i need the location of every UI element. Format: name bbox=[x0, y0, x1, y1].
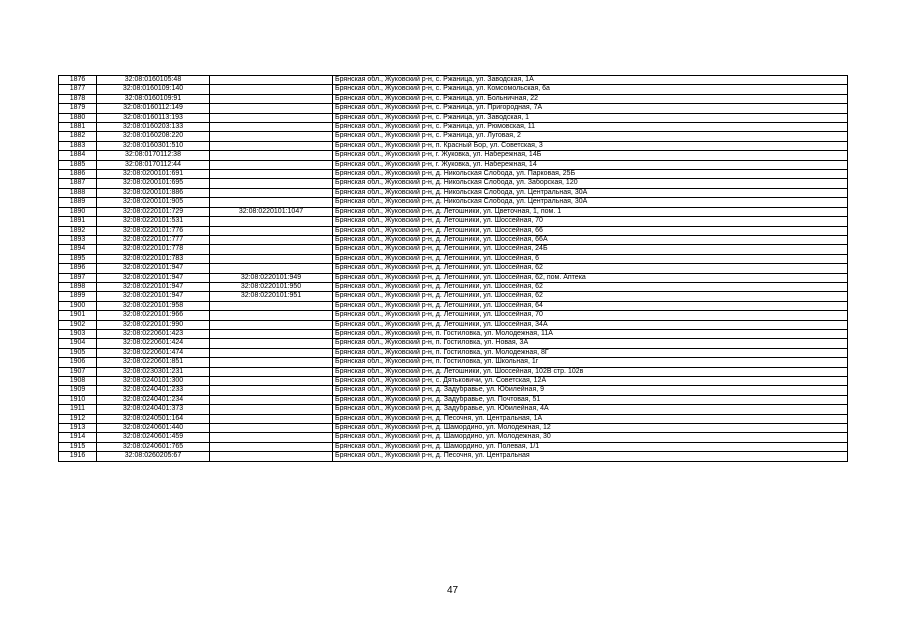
secondary-cadastral-number-cell bbox=[210, 254, 333, 263]
row-number-cell: 1896 bbox=[59, 264, 97, 273]
cadastral-number-cell: 32:08:0220101:777 bbox=[97, 235, 210, 244]
secondary-cadastral-number-cell bbox=[210, 94, 333, 103]
secondary-cadastral-number-cell bbox=[210, 235, 333, 244]
table-row bbox=[59, 282, 848, 291]
cadastral-number-cell: 32:08:0160203:133 bbox=[97, 123, 210, 132]
table-row bbox=[59, 452, 848, 461]
table-row bbox=[59, 245, 848, 254]
cadastral-number-cell: 32:08:0220101:947 bbox=[97, 273, 210, 282]
secondary-cadastral-number-cell bbox=[210, 170, 333, 179]
address-cell: Брянская обл., Жуковский р-н, п. Красный Бор, ул. Советская, 3 bbox=[333, 141, 848, 150]
cadastral-number-cell: 32:08:0160105:48 bbox=[97, 76, 210, 85]
row-number-cell: 1895 bbox=[59, 254, 97, 263]
row-number-cell: 1888 bbox=[59, 188, 97, 197]
cadastral-number-cell: 32:08:0170112:44 bbox=[97, 160, 210, 169]
row-number-cell: 1901 bbox=[59, 311, 97, 320]
cadastral-number-cell: 32:08:0220101:947 bbox=[97, 264, 210, 273]
secondary-cadastral-number-cell bbox=[210, 358, 333, 367]
address-cell: Брянская обл., Жуковский р-н, д. Летошники, ул. Шоссейная, 70 bbox=[333, 311, 848, 320]
address-cell: Брянская обл., Жуковский р-н, д. Летошники, ул. Цветочная, 1, пом. 1 bbox=[333, 207, 848, 216]
cadastral-number-cell: 32:08:0240401:234 bbox=[97, 395, 210, 404]
address-cell: Брянская обл., Жуковский р-н, п. Гостиловка, ул. Новая, 3А bbox=[333, 339, 848, 348]
cadastral-number-cell: 32:08:0200101:691 bbox=[97, 170, 210, 179]
secondary-cadastral-number-cell bbox=[210, 104, 333, 113]
address-cell: Брянская обл., Жуковский р-н, г. Жуковка, ул. Набережная, 14Б bbox=[333, 151, 848, 160]
table-row bbox=[59, 301, 848, 310]
secondary-cadastral-number-cell bbox=[210, 452, 333, 461]
address-cell: Брянская обл., Жуковский р-н, д. Никольская Слобода, ул. Центральная, 30А bbox=[333, 188, 848, 197]
secondary-cadastral-number-cell bbox=[210, 367, 333, 376]
cadastral-number-cell: 32:08:0220101:776 bbox=[97, 226, 210, 235]
row-number-cell: 1915 bbox=[59, 442, 97, 451]
table-row bbox=[59, 151, 848, 160]
row-number-cell: 1912 bbox=[59, 414, 97, 423]
secondary-cadastral-number-cell: 32:08:0220101:949 bbox=[210, 273, 333, 282]
row-number-cell: 1893 bbox=[59, 235, 97, 244]
address-cell: Брянская обл., Жуковский р-н, п. Гостиловка, ул. Молодежная, 11А bbox=[333, 329, 848, 338]
cadastral-number-cell: 32:08:0240501:164 bbox=[97, 414, 210, 423]
address-cell: Брянская обл., Жуковский р-н, д. Летошники, ул. Шоссейная, 66 bbox=[333, 226, 848, 235]
cadastral-number-cell: 32:08:0220101:947 bbox=[97, 282, 210, 291]
row-number-cell: 1879 bbox=[59, 104, 97, 113]
address-cell: Брянская обл., Жуковский р-н, п. Гостиловка, ул. Школьная, 1г bbox=[333, 358, 848, 367]
table-row bbox=[59, 85, 848, 94]
table-row bbox=[59, 254, 848, 263]
row-number-cell: 1907 bbox=[59, 367, 97, 376]
table-row bbox=[59, 198, 848, 207]
cadastral-number-cell: 32:08:0220101:531 bbox=[97, 217, 210, 226]
secondary-cadastral-number-cell bbox=[210, 179, 333, 188]
row-number-cell: 1883 bbox=[59, 141, 97, 150]
cadastral-number-cell: 32:08:0220101:958 bbox=[97, 301, 210, 310]
table-row bbox=[59, 217, 848, 226]
secondary-cadastral-number-cell bbox=[210, 301, 333, 310]
address-cell: Брянская обл., Жуковский р-н, д. Песочня, ул. Центральная bbox=[333, 452, 848, 461]
table-row bbox=[59, 358, 848, 367]
address-cell: Брянская обл., Жуковский р-н, с. Ржаница, ул. Заводская, 1 bbox=[333, 113, 848, 122]
cadastral-number-cell: 32:08:0160301:510 bbox=[97, 141, 210, 150]
row-number-cell: 1914 bbox=[59, 433, 97, 442]
property-table bbox=[58, 75, 848, 462]
address-cell: Брянская обл., Жуковский р-н, д. Никольская Слобода, ул. Парковая, 25Б bbox=[333, 170, 848, 179]
address-cell: Брянская обл., Жуковский р-н, д. Задубравье, ул. Юбилейная, 9 bbox=[333, 386, 848, 395]
cadastral-number-cell: 32:08:0220601:474 bbox=[97, 348, 210, 357]
table-row bbox=[59, 123, 848, 132]
row-number-cell: 1886 bbox=[59, 170, 97, 179]
cadastral-number-cell: 32:08:0240601:765 bbox=[97, 442, 210, 451]
table-row bbox=[59, 273, 848, 282]
address-cell: Брянская обл., Жуковский р-н, д. Летошники, ул. Шоссейная, 34А bbox=[333, 320, 848, 329]
row-number-cell: 1876 bbox=[59, 76, 97, 85]
table-row bbox=[59, 141, 848, 150]
address-cell: Брянская обл., Жуковский р-н, д. Задубравье, ул. Юбилейная, 4А bbox=[333, 405, 848, 414]
address-cell: Брянская обл., Жуковский р-н, д. Летошники, ул. Шоссейная, 24Б bbox=[333, 245, 848, 254]
secondary-cadastral-number-cell bbox=[210, 198, 333, 207]
row-number-cell: 1906 bbox=[59, 358, 97, 367]
secondary-cadastral-number-cell: 32:08:0220101:950 bbox=[210, 282, 333, 291]
secondary-cadastral-number-cell bbox=[210, 85, 333, 94]
row-number-cell: 1889 bbox=[59, 198, 97, 207]
row-number-cell: 1891 bbox=[59, 217, 97, 226]
row-number-cell: 1898 bbox=[59, 282, 97, 291]
row-number-cell: 1892 bbox=[59, 226, 97, 235]
address-cell: Брянская обл., Жуковский р-н, д. Шамордино, ул. Молодежная, 12 bbox=[333, 424, 848, 433]
secondary-cadastral-number-cell bbox=[210, 424, 333, 433]
row-number-cell: 1882 bbox=[59, 132, 97, 141]
cadastral-number-cell: 32:08:0240401:233 bbox=[97, 386, 210, 395]
secondary-cadastral-number-cell bbox=[210, 245, 333, 254]
address-cell: Брянская обл., Жуковский р-н, д. Летошники, ул. Шоссейная, 66А bbox=[333, 235, 848, 244]
secondary-cadastral-number-cell bbox=[210, 151, 333, 160]
row-number-cell: 1910 bbox=[59, 395, 97, 404]
address-cell: Брянская обл., Жуковский р-н, д. Никольская Слобода, ул. Центральная, 30А bbox=[333, 198, 848, 207]
secondary-cadastral-number-cell bbox=[210, 113, 333, 122]
secondary-cadastral-number-cell bbox=[210, 377, 333, 386]
address-cell: Брянская обл., Жуковский р-н, с. Ржаница, ул. Луговая, 2 bbox=[333, 132, 848, 141]
address-cell: Брянская обл., Жуковский р-н, с. Ржаница, ул. Больничная, 22 bbox=[333, 94, 848, 103]
table-row bbox=[59, 264, 848, 273]
cadastral-number-cell: 32:08:0220101:783 bbox=[97, 254, 210, 263]
table-row bbox=[59, 442, 848, 451]
address-cell: Брянская обл., Жуковский р-н, с. Ржаница, ул. Рюмовская, 11 bbox=[333, 123, 848, 132]
table-row bbox=[59, 160, 848, 169]
cadastral-number-cell: 32:08:0220101:729 bbox=[97, 207, 210, 216]
table-row bbox=[59, 320, 848, 329]
secondary-cadastral-number-cell bbox=[210, 386, 333, 395]
address-cell: Брянская обл., Жуковский р-н, п. Гостиловка, ул. Молодежная, 8Г bbox=[333, 348, 848, 357]
row-number-cell: 1913 bbox=[59, 424, 97, 433]
secondary-cadastral-number-cell bbox=[210, 348, 333, 357]
table-row bbox=[59, 367, 848, 376]
cadastral-number-cell: 32:08:0220601:851 bbox=[97, 358, 210, 367]
row-number-cell: 1880 bbox=[59, 113, 97, 122]
cadastral-number-cell: 32:08:0240601:440 bbox=[97, 424, 210, 433]
table-row bbox=[59, 386, 848, 395]
row-number-cell: 1887 bbox=[59, 179, 97, 188]
cadastral-number-cell: 32:08:0160109:91 bbox=[97, 94, 210, 103]
table-row bbox=[59, 170, 848, 179]
cadastral-number-cell: 32:08:0230301:231 bbox=[97, 367, 210, 376]
address-cell: Брянская обл., Жуковский р-н, д. Шамордино, ул. Молодежная, 30 bbox=[333, 433, 848, 442]
table-row bbox=[59, 292, 848, 301]
table-row bbox=[59, 395, 848, 404]
secondary-cadastral-number-cell bbox=[210, 160, 333, 169]
row-number-cell: 1902 bbox=[59, 320, 97, 329]
cadastral-number-cell: 32:08:0220601:423 bbox=[97, 329, 210, 338]
address-cell: Брянская обл., Жуковский р-н, д. Летошники, ул. Шоссейная, 6 bbox=[333, 254, 848, 263]
table-row bbox=[59, 179, 848, 188]
secondary-cadastral-number-cell bbox=[210, 217, 333, 226]
cadastral-number-cell: 32:08:0240401:373 bbox=[97, 405, 210, 414]
table-row bbox=[59, 405, 848, 414]
table-row bbox=[59, 226, 848, 235]
table-row bbox=[59, 329, 848, 338]
row-number-cell: 1894 bbox=[59, 245, 97, 254]
secondary-cadastral-number-cell bbox=[210, 264, 333, 273]
row-number-cell: 1884 bbox=[59, 151, 97, 160]
table-row bbox=[59, 377, 848, 386]
table-row bbox=[59, 414, 848, 423]
address-cell: Брянская обл., Жуковский р-н, г. Жуковка, ул. Набережная, 14 bbox=[333, 160, 848, 169]
row-number-cell: 1909 bbox=[59, 386, 97, 395]
secondary-cadastral-number-cell bbox=[210, 405, 333, 414]
secondary-cadastral-number-cell bbox=[210, 226, 333, 235]
cadastral-number-cell: 32:08:0160112:149 bbox=[97, 104, 210, 113]
row-number-cell: 1877 bbox=[59, 85, 97, 94]
address-cell: Брянская обл., Жуковский р-н, с. Ржаница, ул. Пригородная, 7А bbox=[333, 104, 848, 113]
secondary-cadastral-number-cell bbox=[210, 311, 333, 320]
row-number-cell: 1911 bbox=[59, 405, 97, 414]
row-number-cell: 1890 bbox=[59, 207, 97, 216]
secondary-cadastral-number-cell bbox=[210, 141, 333, 150]
table-row bbox=[59, 113, 848, 122]
row-number-cell: 1897 bbox=[59, 273, 97, 282]
table-row bbox=[59, 348, 848, 357]
table-row bbox=[59, 433, 848, 442]
cadastral-number-cell: 32:08:0240101:300 bbox=[97, 377, 210, 386]
secondary-cadastral-number-cell: 32:08:0220101:951 bbox=[210, 292, 333, 301]
cadastral-number-cell: 32:08:0220101:990 bbox=[97, 320, 210, 329]
secondary-cadastral-number-cell bbox=[210, 433, 333, 442]
secondary-cadastral-number-cell bbox=[210, 395, 333, 404]
row-number-cell: 1903 bbox=[59, 329, 97, 338]
address-cell: Брянская обл., Жуковский р-н, д. Летошники, ул. Шоссейная, 64 bbox=[333, 301, 848, 310]
address-cell: Брянская обл., Жуковский р-н, д. Летошники, ул. Шоссейная, 102В стр. 102в bbox=[333, 367, 848, 376]
row-number-cell: 1904 bbox=[59, 339, 97, 348]
cadastral-number-cell: 32:08:0240601:459 bbox=[97, 433, 210, 442]
secondary-cadastral-number-cell: 32:08:0220101:1047 bbox=[210, 207, 333, 216]
secondary-cadastral-number-cell bbox=[210, 414, 333, 423]
cadastral-number-cell: 32:08:0170112:38 bbox=[97, 151, 210, 160]
table-row bbox=[59, 76, 848, 85]
table-row bbox=[59, 188, 848, 197]
row-number-cell: 1908 bbox=[59, 377, 97, 386]
address-cell: Брянская обл., Жуковский р-н, д. Никольская Слобода, ул. Заборская, 120 bbox=[333, 179, 848, 188]
cadastral-number-cell: 32:08:0220101:778 bbox=[97, 245, 210, 254]
address-cell: Брянская обл., Жуковский р-н, д. Летошники, ул. Шоссейная, 62 bbox=[333, 264, 848, 273]
table-row bbox=[59, 94, 848, 103]
table-row bbox=[59, 339, 848, 348]
row-number-cell: 1905 bbox=[59, 348, 97, 357]
address-cell: Брянская обл., Жуковский р-н, с. Дятьковичи, ул. Советская, 12А bbox=[333, 377, 848, 386]
cadastral-number-cell: 32:08:0220601:424 bbox=[97, 339, 210, 348]
address-cell: Брянская обл., Жуковский р-н, д. Задубравье, ул. Почтовая, 51 bbox=[333, 395, 848, 404]
secondary-cadastral-number-cell bbox=[210, 320, 333, 329]
cadastral-number-cell: 32:08:0200101:886 bbox=[97, 188, 210, 197]
address-cell: Брянская обл., Жуковский р-н, д. Летошники, ул. Шоссейная, 62, пом. Аптека bbox=[333, 273, 848, 282]
secondary-cadastral-number-cell bbox=[210, 132, 333, 141]
row-number-cell: 1899 bbox=[59, 292, 97, 301]
cadastral-number-cell: 32:08:0160113:193 bbox=[97, 113, 210, 122]
secondary-cadastral-number-cell bbox=[210, 442, 333, 451]
table-row bbox=[59, 424, 848, 433]
cadastral-number-cell: 32:08:0200101:695 bbox=[97, 179, 210, 188]
property-table-body bbox=[59, 76, 848, 462]
address-cell: Брянская обл., Жуковский р-н, д. Летошники, ул. Шоссейная, 70 bbox=[333, 217, 848, 226]
row-number-cell: 1881 bbox=[59, 123, 97, 132]
secondary-cadastral-number-cell bbox=[210, 329, 333, 338]
secondary-cadastral-number-cell bbox=[210, 188, 333, 197]
page-number: 47 bbox=[446, 585, 459, 596]
row-number-cell: 1878 bbox=[59, 94, 97, 103]
table-row bbox=[59, 104, 848, 113]
table-row bbox=[59, 207, 848, 216]
cadastral-number-cell: 32:08:0160109:140 bbox=[97, 85, 210, 94]
cadastral-number-cell: 32:08:0220101:966 bbox=[97, 311, 210, 320]
cadastral-number-cell: 32:08:0260205:67 bbox=[97, 452, 210, 461]
row-number-cell: 1885 bbox=[59, 160, 97, 169]
cadastral-number-cell: 32:08:0220101:947 bbox=[97, 292, 210, 301]
cadastral-number-cell: 32:08:0160208:220 bbox=[97, 132, 210, 141]
table-row bbox=[59, 132, 848, 141]
secondary-cadastral-number-cell bbox=[210, 76, 333, 85]
address-cell: Брянская обл., Жуковский р-н, д. Летошники, ул. Шоссейная, 62 bbox=[333, 282, 848, 291]
address-cell: Брянская обл., Жуковский р-н, д. Песочня, ул. Центральная, 1А bbox=[333, 414, 848, 423]
secondary-cadastral-number-cell bbox=[210, 123, 333, 132]
table-row bbox=[59, 311, 848, 320]
row-number-cell: 1916 bbox=[59, 452, 97, 461]
address-cell: Брянская обл., Жуковский р-н, д. Летошники, ул. Шоссейная, 62 bbox=[333, 292, 848, 301]
address-cell: Брянская обл., Жуковский р-н, с. Ржаница, ул. Комсомольская, 6а bbox=[333, 85, 848, 94]
row-number-cell: 1900 bbox=[59, 301, 97, 310]
cadastral-number-cell: 32:08:0200101:905 bbox=[97, 198, 210, 207]
table-row bbox=[59, 235, 848, 244]
address-cell: Брянская обл., Жуковский р-н, с. Ржаница, ул. Заводская, 1А bbox=[333, 76, 848, 85]
secondary-cadastral-number-cell bbox=[210, 339, 333, 348]
address-cell: Брянская обл., Жуковский р-н, д. Шамордино, ул. Полевая, 1/1 bbox=[333, 442, 848, 451]
